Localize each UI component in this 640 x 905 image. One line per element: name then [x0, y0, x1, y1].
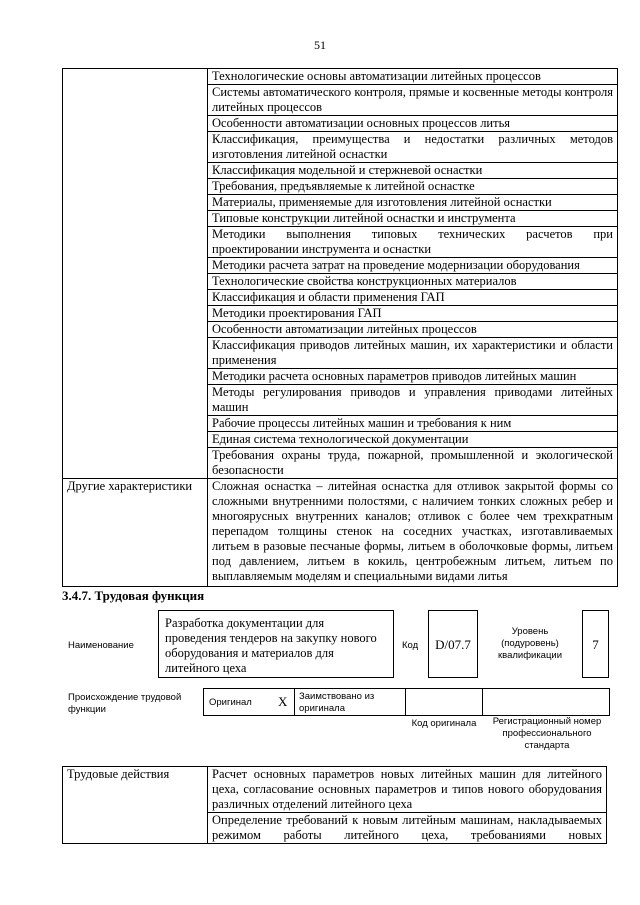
knowledge-row [63, 69, 618, 85]
knowledge-item: Классификация, преимущества и недостатки различных методов изготовления литейной оснастки [208, 132, 618, 163]
knowledge-left-empty [63, 69, 208, 479]
qualification-level-box: 7 [582, 610, 609, 678]
name-label: Наименование [68, 640, 134, 651]
labor-actions-table [62, 766, 607, 844]
knowledge-item: Типовые конструкции литейной оснастки и инструмента [208, 211, 618, 227]
knowledge-item: Методики проектирования ГАП [208, 306, 618, 322]
knowledge-item: Классификация приводов литейных машин, их характеристики и области применения [208, 338, 618, 369]
knowledge-item: Материалы, применяемые для изготовления литейной оснастки [208, 195, 618, 211]
knowledge-item: Методики выполнения типовых технических расчетов при проектировании инструмента и оснастки [208, 227, 618, 258]
knowledge-item: Требования, предъявляемые к литейной оснастке [208, 179, 618, 195]
knowledge-item: Технологические свойства конструкционных материалов [208, 274, 618, 290]
knowledge-item: Методы регулирования приводов и управления приводами литейных машин [208, 385, 618, 416]
other-characteristics-row [63, 479, 618, 587]
knowledge-item: Методики расчета основных параметров приводов литейных машин [208, 369, 618, 385]
page-number: 51 [314, 38, 326, 52]
reg-number-label: Регистрационный номер профессионального стандарта [492, 716, 602, 751]
qualification-level-label: Уровень (подуровень) квалификации [497, 626, 563, 661]
labor-actions-label: Трудовые действия [63, 767, 208, 844]
knowledge-item: Рабочие процессы литейных машин и требования к ним [208, 416, 618, 432]
original-cell [203, 688, 295, 716]
original-mark: X [278, 694, 288, 709]
original-label: Оригинал [209, 697, 252, 708]
origin-label: Происхождение трудовой функции [68, 692, 182, 715]
knowledge-item: Классификация и области применения ГАП [208, 290, 618, 306]
knowledge-table [62, 68, 618, 587]
borrowed-label: Заимствовано из оригинала [294, 688, 406, 716]
knowledge-item: Технологические основы автоматизации литейных процессов [208, 69, 618, 85]
code-original-cell [405, 688, 483, 716]
code-original-label: Код оригинала [411, 718, 477, 729]
knowledge-item: Требования охраны труда, пожарной, промышленной и экологической безопасности [208, 448, 618, 479]
knowledge-item: Особенности автоматизации литейных процессов [208, 322, 618, 338]
knowledge-item: Методики расчета затрат на проведение модернизации оборудования [208, 258, 618, 274]
labor-action-item: Расчет основных параметров новых литейных машин для литейного цеха, согласование основных параметров и типов нового оборудования различных отделений литейного цеха [208, 767, 607, 813]
other-characteristics-text: Сложная оснастка – литейная оснастка для отливок закрытой формы со сложными внутренними полостями, с наличием тонких сложных ребер и многоярусных внутренних каналов; отливок с более чем трехкратным перепадом толщины стенок на соседних участках, изготавливаемых литьем в разовые песчаные формы, литьем в оболочковые формы, литьем под давлением, литьем в кокиль, центробежным литьем, литьем по выплавляемым моделям и специальными видами литья [208, 479, 618, 587]
knowledge-item: Единая система технологической документации [208, 432, 618, 448]
section-title: 3.4.7. Трудовая функция [62, 588, 205, 603]
function-name-box: Разработка документации для проведения тендеров на закупку нового оборудования и материалов для литейного цеха [158, 610, 394, 678]
other-characteristics-label: Другие характеристики [63, 479, 208, 587]
knowledge-item: Особенности автоматизации основных процессов литья [208, 116, 618, 132]
labor-action-item: Определение требований к новым литейным машинам, накладываемых режимом работы литейного цеха, требованиями новых [208, 813, 607, 844]
function-code-box: D/07.7 [428, 610, 478, 678]
knowledge-item: Системы автоматического контроля, прямые и косвенные методы контроля литейных процессов [208, 85, 618, 116]
code-label: Код [402, 640, 419, 651]
knowledge-item: Классификация модельной и стержневой оснастки [208, 163, 618, 179]
labor-action-row [63, 767, 607, 813]
reg-number-cell [482, 688, 610, 716]
